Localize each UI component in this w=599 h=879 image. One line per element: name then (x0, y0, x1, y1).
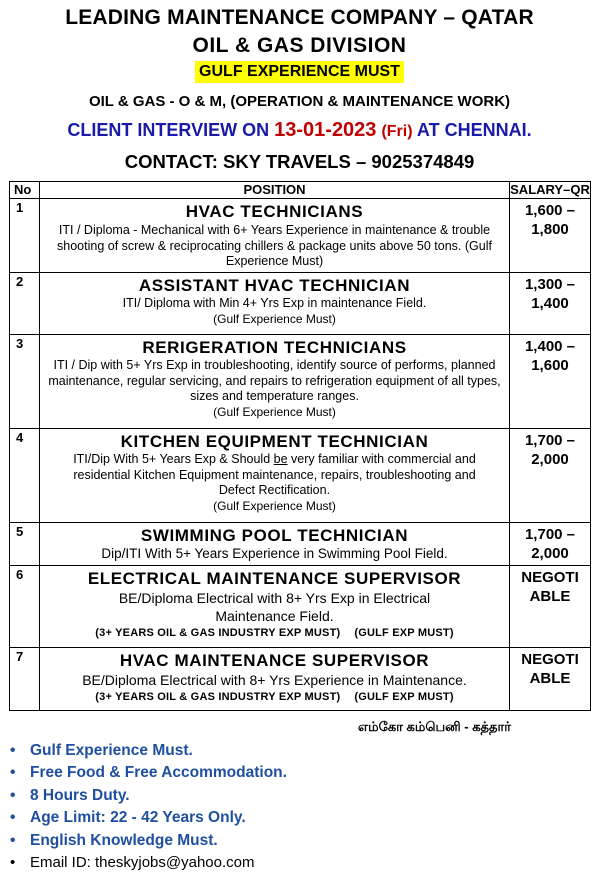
scope-line: OIL & GAS - O & M, (OPERATION & MAINTENANCE WORK) (88, 93, 511, 110)
bullet-text: 8 Hours Duty. (30, 786, 130, 804)
salary-line: NEGOTI (521, 651, 579, 668)
position-title: SWIMMING POOL TECHNICIAN (140, 526, 409, 545)
position-note: (Gulf Experience Must) (213, 404, 336, 419)
bullet-icon: • (10, 742, 16, 759)
salary-line: 1,700 – (524, 432, 576, 449)
row-salary (510, 199, 591, 273)
header-position: POSITION (40, 182, 510, 199)
gulf-experience-banner: GULF EXPERIENCE MUST (195, 61, 404, 83)
row-position (40, 566, 510, 648)
position-desc: ITI / Diploma - Mechanical with 6+ Years Experience in maintenance & trouble shooting of screw & reciprocating chillers & package units above 50 tons. (Gulf Experience Must) (57, 223, 492, 268)
interview-date: 13-01-2023 (274, 119, 377, 141)
position-desc: ITI/ Diploma with Min 4+ Yrs Exp in maintenance Field. (122, 296, 427, 310)
table-row (10, 199, 591, 273)
position-desc: Dip/ITI With 5+ Years Experience in Swimming Pool Field. (101, 546, 448, 561)
row-no: 3 (10, 335, 40, 429)
row-no: 7 (10, 648, 40, 711)
bullet-text: English Knowledge Must. (30, 831, 218, 849)
table-row (10, 273, 591, 335)
row-salary (510, 648, 591, 711)
row-no: 1 (10, 199, 40, 273)
note-gulf: (GULF EXP MUST) (354, 627, 454, 639)
desc-part: very familiar with commercial and residential Kitchen Equipment maintenance, repairs, troubleshooting and Defect Rectification. (73, 452, 476, 497)
row-position (40, 199, 510, 273)
interview-day: (Fri) (381, 123, 413, 140)
position-title: HVAC MAINTENANCE SUPERVISOR (119, 651, 430, 670)
list-item (10, 830, 287, 852)
table-row (10, 648, 591, 711)
row-no: 2 (10, 273, 40, 335)
bullet-icon: • (10, 831, 16, 849)
table-row (10, 429, 591, 523)
interview-line (0, 118, 599, 144)
salary-line: ABLE (529, 588, 571, 605)
row-position (40, 429, 510, 523)
list-item (10, 807, 287, 829)
position-note (40, 625, 509, 641)
position-note: (Gulf Experience Must) (213, 311, 336, 326)
bullet-icon: • (10, 764, 16, 782)
desc-underlined: be (273, 452, 288, 466)
row-salary (510, 566, 591, 648)
division-title: OIL & GAS DIVISION (192, 34, 407, 57)
header-no: No (10, 182, 40, 199)
row-position (40, 648, 510, 711)
tamil-company-name: எம்கோ கம்பெனி - கத்தார் (358, 719, 512, 734)
salary-line: 1,400 – (524, 338, 576, 355)
salary-line: NEGOTI (521, 569, 579, 586)
note-gulf: (GULF EXP MUST) (354, 691, 454, 703)
table-row (10, 523, 591, 566)
positions-table (9, 181, 591, 711)
contact-line: CONTACT: SKY TRAVELS – 9025374849 (124, 151, 475, 172)
header-salary: SALARY–QR (510, 182, 590, 197)
list-item (10, 762, 287, 784)
salary-line: 2,000 (531, 545, 569, 562)
bullet-text: Age Limit: 22 - 42 Years Only. (30, 809, 246, 827)
row-no: 6 (10, 566, 40, 648)
row-no: 4 (10, 429, 40, 523)
salary-line: 1,300 – (524, 276, 576, 293)
email-text[interactable]: Email ID: theskyjobs@yahoo.com (30, 854, 255, 872)
position-desc: ITI / Dip with 5+ Yrs Exp in troubleshooting, identify source of performs, planned maintenance, regular servicing, and repairs to refrigeration equipment of all types, sizes and temperature ranges. (48, 358, 501, 403)
bullet-icon: • (10, 786, 16, 804)
position-title: RERIGERATION TECHNICIANS (142, 338, 407, 357)
position-note: (Gulf Experience Must) (213, 498, 336, 513)
salary-line: 2,000 (531, 451, 569, 468)
salary-line: 1,700 – (524, 526, 576, 543)
bullet-icon: • (10, 854, 16, 872)
list-item (10, 740, 287, 762)
table-row (10, 335, 591, 429)
bullet-text: Free Food & Free Accommodation. (30, 764, 287, 782)
position-title: KITCHEN EQUIPMENT TECHNICIAN (120, 432, 429, 451)
bullet-icon: • (10, 809, 16, 827)
position-title: ELECTRICAL MAINTENANCE SUPERVISOR (87, 569, 462, 588)
row-position (40, 273, 510, 335)
position-title: HVAC TECHNICIANS (185, 202, 364, 221)
row-position (40, 523, 510, 566)
bullet-text: Gulf Experience Must. (30, 742, 193, 759)
company-title: LEADING MAINTENANCE COMPANY – QATAR (65, 6, 534, 29)
salary-line: 1,600 (531, 357, 569, 374)
table-row (10, 566, 591, 648)
salary-line: 1,600 – (524, 202, 576, 219)
note-oil-gas: (3+ YEARS OIL & GAS INDUSTRY EXP MUST) (95, 691, 341, 703)
position-note (40, 689, 509, 705)
position-desc: BE/Diploma Electrical with 8+ Yrs Experience in Maintenance. (82, 672, 467, 688)
email-line (10, 852, 287, 874)
row-salary (510, 429, 591, 523)
desc-part: ITI/Dip With 5+ Years Exp & Should (73, 452, 274, 466)
position-desc (40, 452, 509, 499)
salary-line: 1,400 (531, 295, 569, 312)
salary-line: ABLE (529, 670, 571, 687)
row-salary (510, 523, 591, 566)
position-title: ASSISTANT HVAC TECHNICIAN (138, 276, 411, 295)
highlight-wrap (0, 61, 599, 83)
row-salary (510, 273, 591, 335)
row-position (40, 335, 510, 429)
list-item (10, 785, 287, 807)
salary-line: 1,800 (531, 221, 569, 238)
position-desc: BE/Diploma Electrical with 8+ Yrs Exp in Electrical Maintenance Field. (118, 590, 431, 624)
table-header-row (10, 182, 591, 199)
interview-prefix: CLIENT INTERVIEW ON (67, 120, 270, 140)
benefits-list (10, 740, 287, 874)
note-oil-gas: (3+ YEARS OIL & GAS INDUSTRY EXP MUST) (95, 627, 341, 639)
row-no: 5 (10, 523, 40, 566)
row-salary (510, 335, 591, 429)
interview-suffix: AT CHENNAI. (416, 120, 532, 140)
